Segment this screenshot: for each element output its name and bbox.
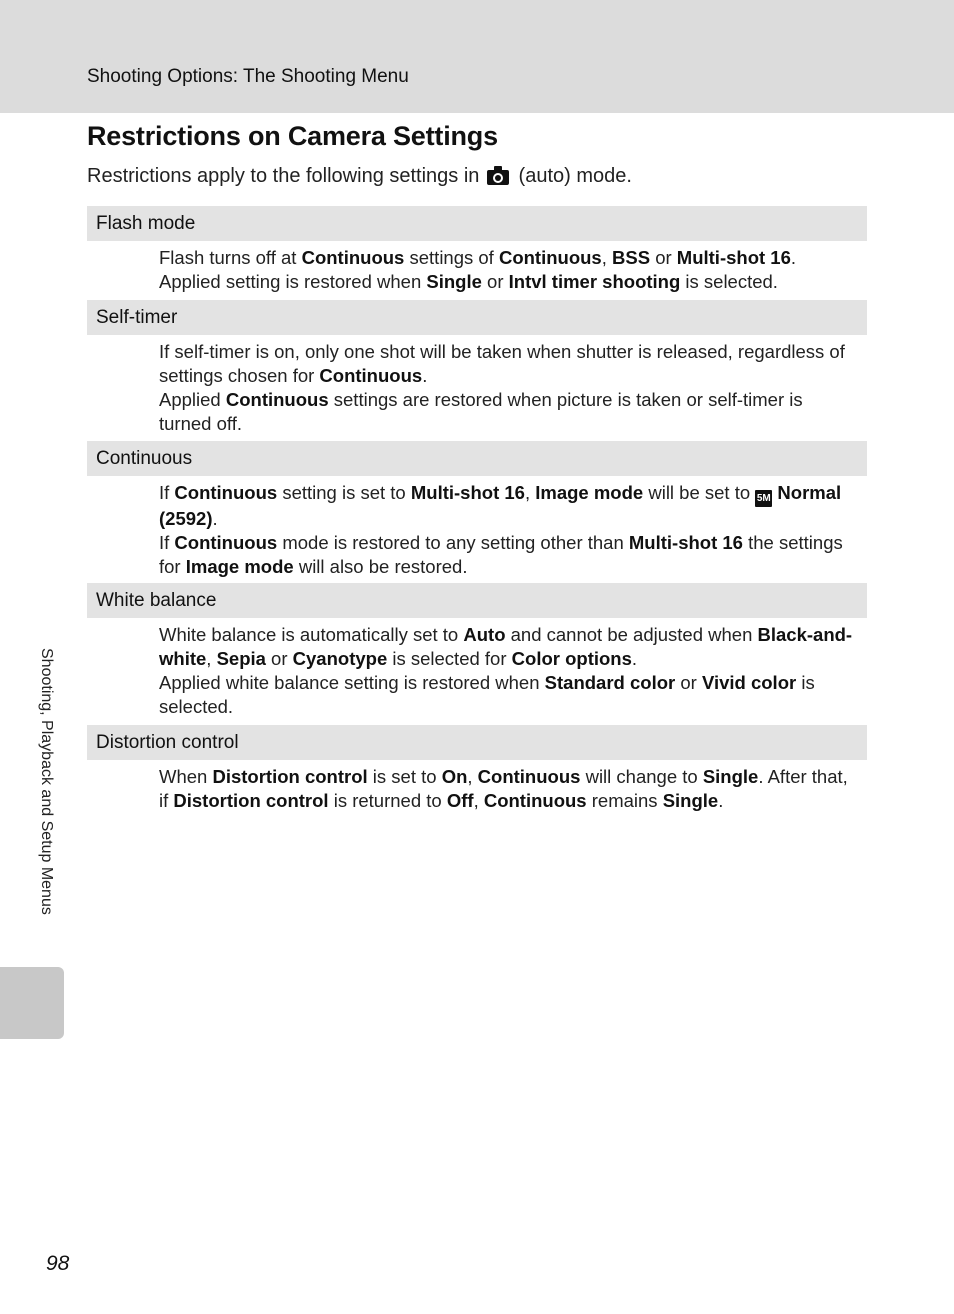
body-text: Flash turns off at [159, 247, 302, 268]
running-head: Shooting Options: The Shooting Menu [87, 66, 409, 87]
body-text: Applied [159, 389, 226, 410]
setting-name: Image mode [185, 556, 294, 577]
body-text: is set to [367, 766, 442, 787]
intro-after: (auto) mode. [512, 165, 632, 187]
setting-name: Color options [511, 648, 632, 669]
setting-name: Distortion control [212, 766, 368, 787]
section-paragraph [159, 340, 859, 388]
setting-name: Distortion control [173, 790, 329, 811]
body-text: Applied white balance setting is restored when [159, 672, 545, 693]
section-paragraph [159, 765, 859, 813]
body-text: Applied setting is restored when [159, 271, 427, 292]
body-text: settings of [404, 247, 499, 268]
setting-name: Continuous [319, 365, 423, 386]
setting-name: Intvl timer shooting [508, 271, 681, 292]
setting-name: Multi-shot 16 [410, 482, 525, 503]
page-title: Restrictions on Camera Settings [87, 121, 498, 151]
body-text: , [601, 247, 613, 268]
section-body-self-timer [159, 340, 859, 436]
section-body-white-balance [159, 623, 859, 719]
body-text: is selected. [680, 271, 778, 292]
body-text: is selected. [159, 672, 815, 717]
body-text: and cannot be adjusted when [505, 624, 758, 645]
setting-name: Single [426, 271, 482, 292]
section-heading-flash-mode: Flash mode [87, 206, 867, 241]
body-text: will change to [580, 766, 703, 787]
section-paragraph [159, 671, 859, 719]
setting-name: Off [446, 790, 474, 811]
section-heading-distortion-control: Distortion control [87, 725, 867, 760]
body-text: settings are restored when picture is taken or self-timer is turned off. [159, 389, 803, 434]
body-text: or [675, 672, 702, 693]
section-body-flash-mode [159, 246, 859, 294]
section-heading-continuous: Continuous [87, 441, 867, 476]
setting-name: Continuous [225, 389, 329, 410]
setting-name: Continuous [301, 247, 405, 268]
body-text: White balance is automatically set to [159, 624, 464, 645]
setting-name: Vivid color [701, 672, 797, 693]
body-text: is selected for [387, 648, 512, 669]
setting-name: Multi-shot 16 [676, 247, 791, 268]
side-tab [0, 967, 64, 1039]
setting-name: Normal (2592) [159, 482, 842, 529]
setting-name: Continuous [174, 482, 278, 503]
section-paragraph [159, 531, 859, 579]
body-text: or [650, 247, 677, 268]
section-heading-self-timer: Self-timer [87, 300, 867, 335]
section-paragraph [159, 623, 859, 671]
body-text: . [212, 508, 218, 529]
body-text: . [631, 648, 638, 669]
body-text: . [790, 247, 797, 268]
section-paragraph [159, 481, 859, 531]
setting-name: Continuous [174, 532, 278, 553]
camera-auto-mode-icon [487, 166, 509, 185]
body-text: , [206, 648, 217, 669]
body-text: If [159, 532, 175, 553]
intro-text [87, 165, 632, 188]
setting-name: Sepia [216, 648, 266, 669]
setting-name: Single [702, 766, 759, 787]
body-text: . After that, if [159, 766, 848, 811]
body-text: setting is set to [277, 482, 411, 503]
setting-name: BSS [612, 247, 651, 268]
body-text: will be set to [643, 482, 756, 503]
body-text: If [159, 482, 175, 503]
section-heading-white-balance: White balance [87, 583, 867, 618]
body-text: . [422, 365, 428, 386]
section-paragraph [159, 388, 859, 436]
body-text: the settings for [159, 532, 843, 577]
setting-name: On [441, 766, 468, 787]
setting-name: Standard color [544, 672, 676, 693]
setting-name: Black-and-white [159, 624, 853, 669]
body-text: . [718, 790, 724, 811]
header-band [0, 0, 954, 113]
body-text: is returned to [328, 790, 447, 811]
section-body-distortion-control [159, 765, 859, 813]
body-text: , [467, 766, 478, 787]
body-text: or [265, 648, 293, 669]
body-text: When [159, 766, 213, 787]
setting-name: Continuous [483, 790, 587, 811]
body-text: If self-timer is on, only one shot will be taken when shutter is released, regardless of settings chosen for [159, 341, 845, 386]
body-text: or [481, 271, 509, 292]
section-paragraph [159, 270, 859, 294]
setting-name: Continuous [498, 247, 602, 268]
body-text: remains [586, 790, 663, 811]
body-text: , [473, 790, 484, 811]
body-text: , [524, 482, 536, 503]
intro-before: Restrictions apply to the following settings in [87, 165, 485, 187]
setting-name: Auto [463, 624, 506, 645]
setting-name: Image mode [535, 482, 644, 503]
setting-name: Cyanotype [292, 648, 388, 669]
side-tab-label: Shooting, Playback and Setup Menus [38, 648, 55, 915]
setting-name: Single [662, 790, 719, 811]
setting-name: Continuous [477, 766, 581, 787]
body-text: will also be restored. [293, 556, 468, 577]
section-body-continuous [159, 481, 859, 579]
image-mode-5m-icon: 5M [755, 490, 772, 507]
body-text: mode is restored to any setting other than [277, 532, 629, 553]
page-number: 98 [46, 1252, 70, 1275]
section-paragraph [159, 246, 859, 270]
setting-name: Multi-shot 16 [628, 532, 743, 553]
